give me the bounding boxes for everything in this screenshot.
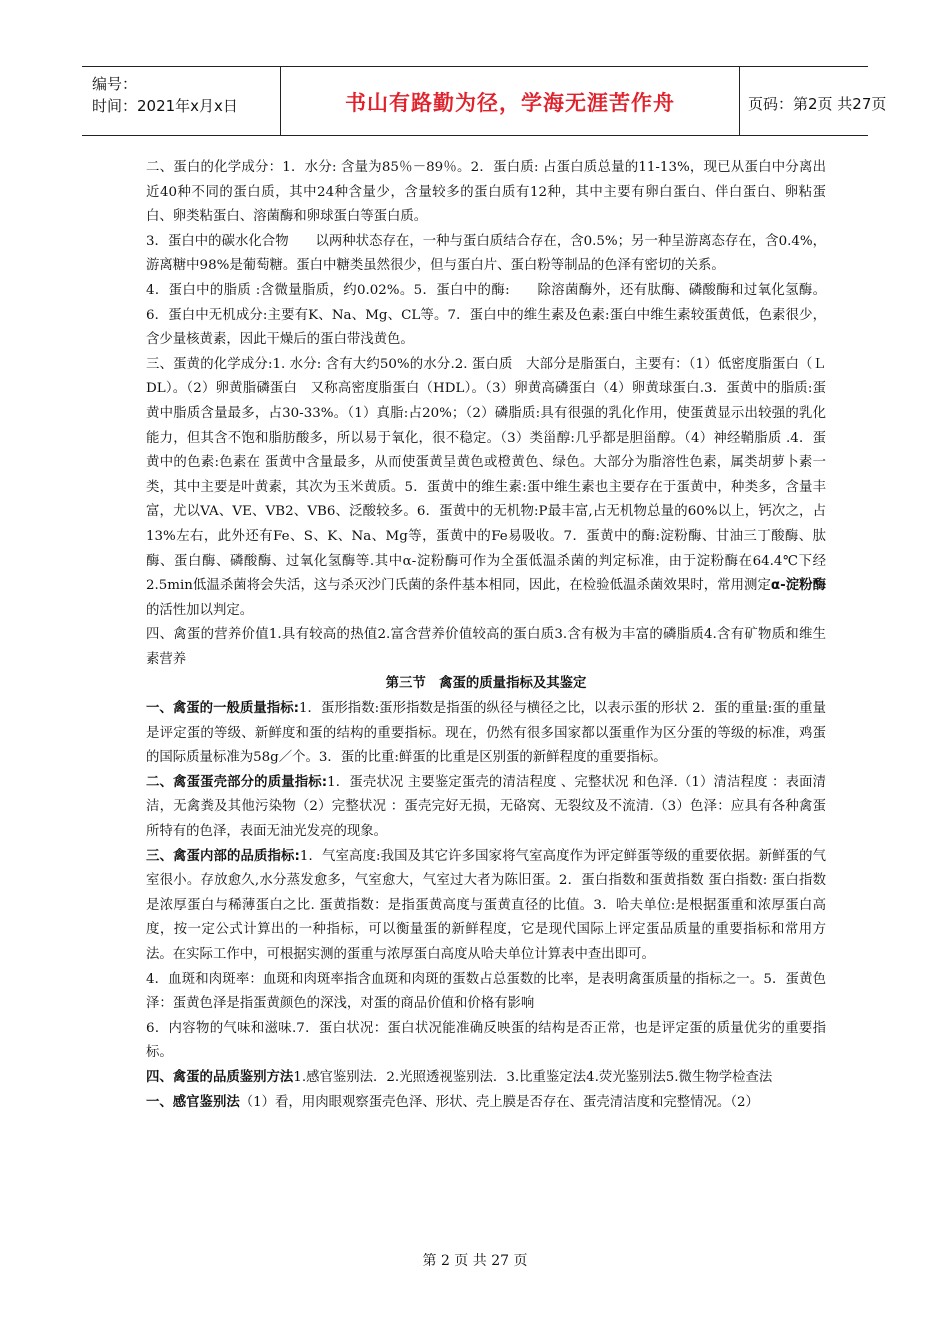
item-text: 1．蛋形指数:蛋形指数是指蛋的纵径与横径之比，以表示蛋的形状 2．蛋的重量:蛋的重量是评定蛋的等级、新鲜度和蛋的结构的重要指标。现在，仍然有很多国家都以蛋重作为区分蛋的等级的标准，鸡蛋的国际质量标准为58g／个。3．蛋的比重:鲜蛋的比重是区别蛋的新鲜程度的重要指标。 <box>146 701 826 766</box>
paragraph: 二、蛋白的化学成分：1．水分: 含量为85％－89％。2．蛋白质: 占蛋白质总量的11-13%，现已从蛋白中分离出近40种不同的蛋白质，其中24种含量少，含量较多的蛋白质有12种，其中主要有卵白蛋白、伴白蛋白、卵粘蛋白、卵类粘蛋白、溶菌酶和卵球蛋白等蛋白质。 <box>146 160 826 225</box>
document-body <box>146 156 826 1115</box>
date-label: 时间：2021年x月x日 <box>92 97 238 115</box>
page-header <box>82 66 887 136</box>
item-text: 1．气室高度:我国及其它许多国家将气室高度作为评定鲜蛋等级的重要依据。新鲜蛋的气室很小。存放愈久,水分蒸发愈多，气室愈大，气室过大者为陈旧蛋。2．蛋白指数和蛋黄指数 蛋白指数: 蛋白指数是浓厚蛋白与稀薄蛋白之比. 蛋黄指数：是指蛋黄高度与蛋黄直径的比值。3．哈夫单位:是根据蛋重和浓厚蛋白高度，按一定公式计算出的一种指标，可以衡量蛋的新鲜程度，它是现代国际上评定蛋品质量的重要指标和常用方法。在实际工作中，可根据实测的蛋重与浓厚蛋白高度从哈夫单位计算表中查出即可。 <box>146 848 826 962</box>
paragraph: 4．蛋白中的脂质 :含微量脂质，约0.02%。5．蛋白中的酶: 除溶菌酶外，还有肽酶、磷酸酶和过氧化氢酶。6．蛋白中无机成分:主要有K、Na、Mg、CL等。7．蛋白中的维生素及色素:蛋白中维生素较蛋黄低，色素很少，含少量核黄素，因此干燥后的蛋白带浅黄色。 <box>146 282 826 348</box>
item-text: （1）看，用肉眼观察蛋壳色泽、形状、壳上膜是否存在、蛋壳清洁度和完整情况。（2） <box>239 1094 759 1110</box>
motto: 书山有路勤为径，学海无涯苦作舟 <box>345 91 675 115</box>
paragraph <box>146 1091 826 1116</box>
paragraph <box>146 1066 826 1091</box>
bold-term: α-淀粉酶 <box>770 578 826 594</box>
header-motto-cell <box>281 67 740 135</box>
paragraph: 四、禽蛋的营养价值1.具有较高的热值2.富含营养价值较高的蛋白质3.含有极为丰富的磷脂质4.含有矿物质和维生素营养 <box>146 627 826 667</box>
item-text: 1.感官鉴别法．2.光照透视鉴别法．3.比重鉴定法4.荧光鉴别法5.微生物学检查法 <box>293 1069 773 1085</box>
paragraph-text: 三、蛋黄的化学成分:1. 水分: 含有大约50%的水分.2. 蛋白质 大部分是脂蛋白，主要有：（1）低密度脂蛋白（ＬDL）。（2）卵黄脂磷蛋白 又称高密度脂蛋白（HDL）。（3）卵黄高磷蛋白（4）卵黄球蛋白.3．蛋黄中的脂质:蛋黄中脂质含量最多，占30-33%。（1）真脂:占20%；（2）磷脂质:具有很强的乳化作用，使蛋黄显示出较强的乳化能力，但其含不饱和脂肪酸多，所以易于氧化，很不稳定。（3）类甾醇:几乎都是胆甾醇。（4）神经鞘脂质 .4．蛋黄中的色素:色素在 蛋黄中含量最多，从而使蛋黄呈黄色或橙黄色、绿色。大部分为脂溶性色素，属类胡萝卜素一类，其中主要是叶黄素，其次为玉米黄质。5．蛋黄中的维生素:蛋中维生素也主要存在于蛋黄中，种类多，含量丰富，尤以VA、VE、VB2、VB6、泛酸较多。6．蛋黄中的无机物:P最丰富,占无机物总量的60%以上，钙次之，占13%左右，此外还有Fe、S、K、Na、Mg等，蛋黄中的Fe易吸收。7．蛋黄中的酶:淀粉酶、甘油三丁酸酶、肽酶、蛋白酶、磷酸酶、过氧化氢酶等.其中α-淀粉酶可作为全蛋低温杀菌的判定标准，由于淀粉酶在64.4℃下经2.5min低温杀菌将会失活，这与杀灭沙门氏菌的条件基本相同，因此，在检验低温杀菌效果时，常用测定 <box>146 356 826 594</box>
page-footer: 第 2 页 共 27 页 <box>422 1253 528 1269</box>
page-label: 页码：第2页 共27页 <box>748 95 887 113</box>
paragraph <box>146 353 826 624</box>
paragraph: 3．蛋白中的碳水化合物 以两种状态存在，一种与蛋白质结合存在，含0.5%；另一种呈游离态存在，含0.4%，游离糖中98%是葡萄糖。蛋白中糖类虽然很少，但与蛋白片、蛋白粉等制品的色泽有密切的关系。 <box>146 233 826 274</box>
item-heading: 四、禽蛋的品质鉴别方法 <box>146 1069 294 1085</box>
header-info-cell <box>82 67 281 135</box>
item-heading: 三、禽蛋内部的品质指标: <box>146 848 300 864</box>
paragraph: 6．内容物的气味和滋味.7．蛋白状况：蛋白状况能准确反映蛋的结构是否正常，也是评定蛋的质量优劣的重要指标。 <box>146 1020 826 1061</box>
section-title: 第三节 禽蛋的质量指标及其鉴定 <box>385 676 587 692</box>
paragraph <box>146 771 826 845</box>
header-page-cell <box>740 67 887 135</box>
item-heading: 一、感官鉴别法 <box>146 1094 240 1110</box>
paragraph-tail: 的活性加以判定。 <box>146 602 254 618</box>
item-heading: 一、禽蛋的一般质量指标: <box>146 701 299 717</box>
paragraph: 4．血斑和肉斑率：血斑和肉斑率指含血斑和肉斑的蛋数占总蛋数的比率，是表明禽蛋质量的指标之一。5．蛋黄色泽：蛋黄色泽是指蛋黄颜色的深浅，对蛋的商品价值和价格有影响 <box>146 971 826 1012</box>
number-label: 编号： <box>92 75 138 93</box>
item-text: 1．蛋壳状况 主要鉴定蛋壳的清洁程度 、完整状况 和色泽.（1）清洁程度 ：表面清洁，无禽粪及其他污染物（2）完整状况 ：蛋壳完好无损，无硌窝、无裂纹及不流清.（3）色泽：应具有各种禽蛋所特有的色泽，表面无油光发亮的现象。 <box>146 774 826 840</box>
paragraph <box>146 845 826 968</box>
paragraph <box>146 697 826 771</box>
item-heading: 二、禽蛋蛋壳部分的质量指标: <box>146 774 328 790</box>
